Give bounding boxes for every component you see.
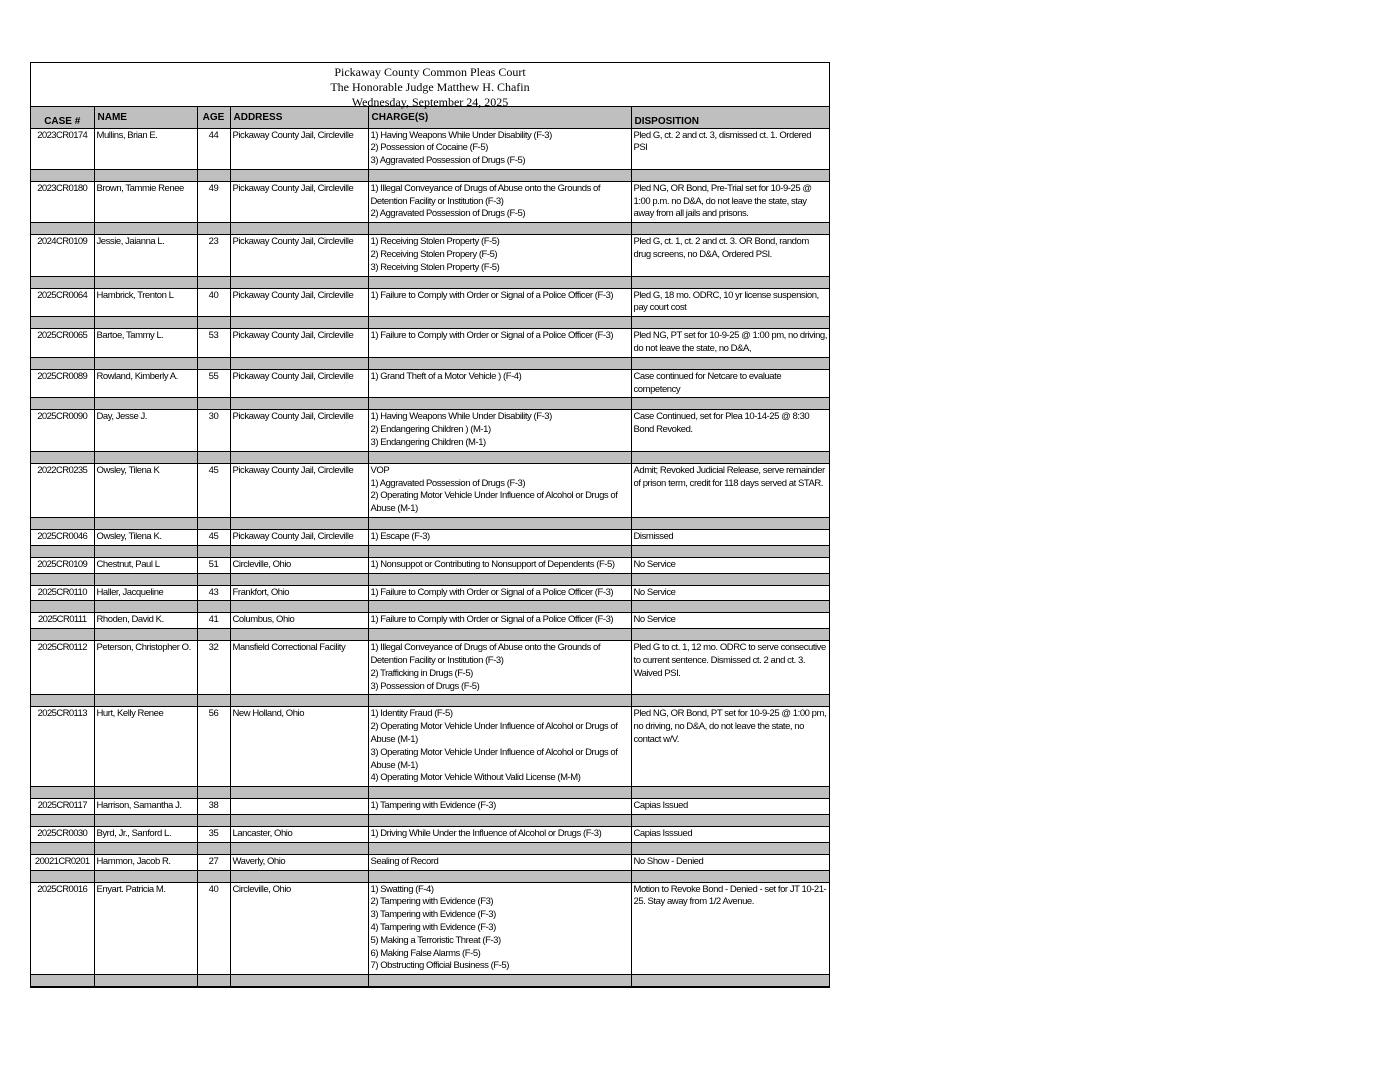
separator-cell <box>31 317 94 329</box>
separator-cell <box>631 573 829 585</box>
cell-disposition: Case Continued, set for Plea 10-14-25 @ 8:30 Bond Revoked. <box>631 410 829 451</box>
separator-cell <box>197 398 230 410</box>
cell-case: 2022CR0235 <box>31 463 94 517</box>
separator-cell <box>368 518 631 530</box>
cell-age: 44 <box>197 128 230 169</box>
cell-name: Jessie, Jaianna L. <box>94 235 197 276</box>
docket-header <box>31 63 829 107</box>
separator-cell <box>368 573 631 585</box>
row-separator <box>31 573 829 585</box>
cell-charges: VOP 1) Aggravated Possession of Drugs (F-3) 2) Operating Motor Vehicle Under Influence of Alcohol or Drugs of Abuse (M-1) <box>368 463 631 517</box>
separator-cell <box>197 573 230 585</box>
col-header-name: NAME <box>94 107 197 128</box>
separator-cell <box>197 169 230 181</box>
row-separator <box>31 842 829 854</box>
separator-cell <box>94 518 197 530</box>
table-row <box>31 854 829 870</box>
separator-cell <box>31 223 94 235</box>
col-header-charges: CHARGE(S) <box>368 107 631 128</box>
separator-cell <box>368 317 631 329</box>
cell-charges: 1) Swatting (F-4) 2) Tampering with Evidence (F3) 3) Tampering with Evidence (F-3) 4) Tampering with Evidence (F-3) 5) Making a Terroristic Threat (F-3) 6) Making False Alarms (F-5) 7) Obstructing Official Business (F-5) <box>368 882 631 975</box>
cell-case: 2025CR0064 <box>31 288 94 317</box>
cell-charges: 1) Driving While Under the Influence of Alcohol or Drugs (F-3) <box>368 826 631 842</box>
table-row <box>31 557 829 573</box>
separator-cell <box>230 223 368 235</box>
separator-cell <box>94 787 197 799</box>
table-row <box>31 826 829 842</box>
col-header-age: AGE <box>197 107 230 128</box>
separator-cell <box>631 518 829 530</box>
row-separator <box>31 975 829 987</box>
cell-name: Owsley, Tilena K. <box>94 530 197 546</box>
table-row <box>31 530 829 546</box>
row-separator <box>31 695 829 707</box>
cell-disposition: Motion to Revoke Bond - Denied - set for JT 10-21-25. Stay away from 1/2 Avenue. <box>631 882 829 975</box>
separator-cell <box>230 601 368 613</box>
separator-cell <box>368 842 631 854</box>
cell-case: 20021CR0201 <box>31 854 94 870</box>
cell-disposition: No Service <box>631 557 829 573</box>
col-header-disposition: DISPOSITION <box>631 107 829 128</box>
court-name: Pickaway County Common Pleas Court <box>334 65 526 79</box>
docket-table <box>31 107 829 987</box>
separator-cell <box>230 814 368 826</box>
separator-cell <box>230 518 368 530</box>
cell-disposition: No Service <box>631 585 829 601</box>
row-separator <box>31 169 829 181</box>
separator-cell <box>197 975 230 987</box>
separator-cell <box>31 573 94 585</box>
cell-charges: 1) Having Weapons While Under Disability (F-3) 2) Possession of Cocaine (F-5) 3) Aggravated Possession of Drugs (F-5) <box>368 128 631 169</box>
separator-cell <box>631 787 829 799</box>
separator-cell <box>197 451 230 463</box>
table-row <box>31 463 829 517</box>
col-header-address: ADDRESS <box>230 107 368 128</box>
row-separator <box>31 451 829 463</box>
separator-cell <box>197 545 230 557</box>
cell-charges: 1) Failure to Comply with Order or Signal of a Police Officer (F-3) <box>368 585 631 601</box>
docket-rows <box>31 128 829 987</box>
cell-case: 2023CR0174 <box>31 128 94 169</box>
row-separator <box>31 601 829 613</box>
cell-charges: 1) Identity Fraud (F-5) 2) Operating Motor Vehicle Under Influence of Alcohol or Drugs of Abuse (M-1) 3) Operating Motor Vehicle Under Influence of Alcohol or Drugs of Abuse (M-1) 4) Operating Motor Vehicle Without Valid License (M-M) <box>368 707 631 787</box>
separator-cell <box>31 842 94 854</box>
column-header-row <box>31 107 829 128</box>
cell-case: 2025CR0065 <box>31 329 94 358</box>
cell-case: 2025CR0112 <box>31 641 94 695</box>
cell-address <box>230 799 368 815</box>
separator-cell <box>31 169 94 181</box>
cell-age: 43 <box>197 585 230 601</box>
cell-age: 27 <box>197 854 230 870</box>
separator-cell <box>197 842 230 854</box>
separator-cell <box>94 601 197 613</box>
cell-age: 56 <box>197 707 230 787</box>
cell-age: 40 <box>197 288 230 317</box>
cell-name: Rowland, Kimberly A. <box>94 369 197 398</box>
table-row <box>31 235 829 276</box>
separator-cell <box>368 629 631 641</box>
cell-disposition: Admit; Revoked Judicial Release, serve remainder of prison term, credit for 118 days served at STAR. <box>631 463 829 517</box>
separator-cell <box>31 545 94 557</box>
cell-name: Haller, Jacqueline <box>94 585 197 601</box>
separator-cell <box>94 317 197 329</box>
docket-sheet <box>30 62 830 988</box>
separator-cell <box>368 870 631 882</box>
cell-address: Columbus, Ohio <box>230 613 368 629</box>
cell-disposition: Capias Isssued <box>631 826 829 842</box>
separator-cell <box>94 842 197 854</box>
cell-age: 38 <box>197 799 230 815</box>
separator-cell <box>230 975 368 987</box>
cell-address: Pickaway County Jail, Circleville <box>230 530 368 546</box>
cell-age: 49 <box>197 181 230 222</box>
separator-cell <box>631 842 829 854</box>
separator-cell <box>230 629 368 641</box>
separator-cell <box>631 451 829 463</box>
row-separator <box>31 317 829 329</box>
cell-charges: 1) Nonsuppot or Contributing to Nonsupport of Dependents (F-5) <box>368 557 631 573</box>
row-separator <box>31 629 829 641</box>
cell-age: 40 <box>197 882 230 975</box>
separator-cell <box>368 975 631 987</box>
table-row <box>31 613 829 629</box>
cell-age: 45 <box>197 463 230 517</box>
cell-disposition: Capias Issued <box>631 799 829 815</box>
row-separator <box>31 518 829 530</box>
cell-age: 30 <box>197 410 230 451</box>
cell-case: 2025CR0113 <box>31 707 94 787</box>
separator-cell <box>197 601 230 613</box>
cell-name: Mullins, Brian E. <box>94 128 197 169</box>
row-separator <box>31 870 829 882</box>
cell-name: Owsley, Tilena K <box>94 463 197 517</box>
cell-address: Circleville, Ohio <box>230 882 368 975</box>
separator-cell <box>368 601 631 613</box>
separator-cell <box>197 870 230 882</box>
separator-cell <box>94 545 197 557</box>
separator-cell <box>31 518 94 530</box>
cell-age: 35 <box>197 826 230 842</box>
cell-case: 2025CR0090 <box>31 410 94 451</box>
separator-cell <box>197 787 230 799</box>
separator-cell <box>631 814 829 826</box>
separator-cell <box>197 695 230 707</box>
cell-case: 2025CR0046 <box>31 530 94 546</box>
separator-cell <box>31 975 94 987</box>
cell-address: Pickaway County Jail, Circleville <box>230 288 368 317</box>
separator-cell <box>94 975 197 987</box>
separator-cell <box>31 357 94 369</box>
cell-age: 23 <box>197 235 230 276</box>
cell-disposition: No Show - Denied <box>631 854 829 870</box>
row-separator <box>31 814 829 826</box>
cell-case: 2025CR0117 <box>31 799 94 815</box>
cell-disposition: Pled NG, PT set for 10-9-25 @ 1:00 pm, no driving, do not leave the state, no D&A, <box>631 329 829 358</box>
cell-address: Pickaway County Jail, Circleville <box>230 235 368 276</box>
separator-cell <box>31 398 94 410</box>
table-row <box>31 128 829 169</box>
separator-cell <box>631 695 829 707</box>
separator-cell <box>197 357 230 369</box>
separator-cell <box>94 398 197 410</box>
docket-date: Wednesday, September 24, 2025 <box>351 95 509 109</box>
separator-cell <box>31 629 94 641</box>
row-separator <box>31 787 829 799</box>
cell-name: Rhoden, David K. <box>94 613 197 629</box>
separator-cell <box>230 842 368 854</box>
cell-disposition: Dismissed <box>631 530 829 546</box>
separator-cell <box>197 629 230 641</box>
separator-cell <box>31 601 94 613</box>
cell-case: 2025CR0030 <box>31 826 94 842</box>
cell-case: 2025CR0109 <box>31 557 94 573</box>
separator-cell <box>368 695 631 707</box>
separator-cell <box>197 518 230 530</box>
separator-cell <box>230 451 368 463</box>
separator-cell <box>94 870 197 882</box>
separator-cell <box>197 317 230 329</box>
separator-cell <box>94 695 197 707</box>
cell-address: Frankfort, Ohio <box>230 585 368 601</box>
cell-disposition: Pled G, ct. 2 and ct. 3, dismissed ct. 1. Ordered PSI <box>631 128 829 169</box>
cell-name: Byrd, Jr., Sanford L. <box>94 826 197 842</box>
cell-charges: 1) Grand Theft of a Motor Vehicle ) (F-4) <box>368 369 631 398</box>
cell-charges: Sealing of Record <box>368 854 631 870</box>
separator-cell <box>230 870 368 882</box>
cell-age: 45 <box>197 530 230 546</box>
separator-cell <box>368 169 631 181</box>
separator-cell <box>230 545 368 557</box>
table-row <box>31 288 829 317</box>
table-row <box>31 799 829 815</box>
cell-disposition: Pled NG, OR Bond, Pre-Trial set for 10-9-25 @ 1:00 p.m. no D&A, do not leave the state, stay away from all jails and prisons. <box>631 181 829 222</box>
cell-case: 2025CR0016 <box>31 882 94 975</box>
separator-cell <box>631 276 829 288</box>
separator-cell <box>230 695 368 707</box>
cell-case: 2024CR0109 <box>31 235 94 276</box>
separator-cell <box>31 451 94 463</box>
separator-cell <box>631 629 829 641</box>
cell-name: Harrison, Samantha J. <box>94 799 197 815</box>
cell-name: Day, Jesse J. <box>94 410 197 451</box>
cell-name: Hambrick, Trenton L <box>94 288 197 317</box>
cell-address: Lancaster, Ohio <box>230 826 368 842</box>
cell-address: Pickaway County Jail, Circleville <box>230 181 368 222</box>
separator-cell <box>94 451 197 463</box>
separator-cell <box>230 169 368 181</box>
cell-address: Circleville, Ohio <box>230 557 368 573</box>
separator-cell <box>94 814 197 826</box>
cell-address: Pickaway County Jail, Circleville <box>230 410 368 451</box>
cell-disposition: Case continued for Netcare to evaluate competency <box>631 369 829 398</box>
cell-address: Pickaway County Jail, Circleville <box>230 463 368 517</box>
cell-disposition: Pled G, ct. 1, ct. 2 and ct. 3. OR Bond, random drug screens, no D&A, Ordered PSI. <box>631 235 829 276</box>
cell-address: New Holland, Ohio <box>230 707 368 787</box>
separator-cell <box>368 398 631 410</box>
cell-address: Pickaway County Jail, Circleville <box>230 369 368 398</box>
cell-age: 32 <box>197 641 230 695</box>
cell-address: Waverly, Ohio <box>230 854 368 870</box>
separator-cell <box>31 276 94 288</box>
table-row <box>31 585 829 601</box>
cell-disposition: Pled G, 18 mo. ODRC, 10 yr license suspension, pay court cost <box>631 288 829 317</box>
cell-charges: 1) Escape (F-3) <box>368 530 631 546</box>
separator-cell <box>631 870 829 882</box>
separator-cell <box>94 573 197 585</box>
separator-cell <box>631 545 829 557</box>
cell-charges: 1) Having Weapons While Under Disability (F-3) 2) Endangering Children ) (M-1) 3) Endangering Children (M-1) <box>368 410 631 451</box>
cell-disposition: No Service <box>631 613 829 629</box>
row-separator <box>31 545 829 557</box>
separator-cell <box>31 814 94 826</box>
cell-name: Chestnut, Paul L <box>94 557 197 573</box>
cell-charges: 1) Failure to Comply with Order or Signal of a Police Officer (F-3) <box>368 613 631 629</box>
row-separator <box>31 398 829 410</box>
separator-cell <box>230 317 368 329</box>
row-separator <box>31 357 829 369</box>
cell-name: Enyart. Patricia M. <box>94 882 197 975</box>
table-row <box>31 369 829 398</box>
cell-age: 53 <box>197 329 230 358</box>
separator-cell <box>31 695 94 707</box>
cell-name: Hurt, Kelly Renee <box>94 707 197 787</box>
row-separator <box>31 223 829 235</box>
separator-cell <box>94 169 197 181</box>
cell-case: 2023CR0180 <box>31 181 94 222</box>
separator-cell <box>631 223 829 235</box>
cell-case: 2025CR0089 <box>31 369 94 398</box>
row-separator <box>31 276 829 288</box>
table-row <box>31 707 829 787</box>
separator-cell <box>31 787 94 799</box>
cell-name: Bartoe, Tammy L. <box>94 329 197 358</box>
cell-disposition: Pled NG, OR Bond, PT set for 10-9-25 @ 1:00 pm, no driving, no D&A, do not leave the state, no contact w/V. <box>631 707 829 787</box>
cell-age: 51 <box>197 557 230 573</box>
cell-disposition: Pled G to ct. 1, 12 mo. ODRC to serve consecutive to current sentence. Dismissed ct. 2 and ct. 3. Waived PSI. <box>631 641 829 695</box>
cell-name: Brown, Tammie Renee <box>94 181 197 222</box>
separator-cell <box>368 787 631 799</box>
cell-name: Hammon, Jacob R. <box>94 854 197 870</box>
separator-cell <box>631 601 829 613</box>
table-row <box>31 329 829 358</box>
cell-address: Mansfield Correctional Facility <box>230 641 368 695</box>
separator-cell <box>631 357 829 369</box>
table-row <box>31 410 829 451</box>
cell-charges: 1) Receiving Stolen Property (F-5) 2) Receiving Stolen Propery (F-5) 3) Receiving Stolen Property (F-5) <box>368 235 631 276</box>
separator-cell <box>368 451 631 463</box>
separator-cell <box>230 357 368 369</box>
table-row <box>31 641 829 695</box>
cell-charges: 1) Failure to Comply with Order or Signal of a Police Officer (F-3) <box>368 288 631 317</box>
separator-cell <box>31 870 94 882</box>
separator-cell <box>197 276 230 288</box>
separator-cell <box>94 223 197 235</box>
cell-address: Pickaway County Jail, Circleville <box>230 329 368 358</box>
cell-charges: 1) Illegal Conveyance of Drugs of Abuse onto the Grounds of Detention Facility or Institution (F-3) 2) Aggravated Possession of Drugs (F-5) <box>368 181 631 222</box>
separator-cell <box>94 629 197 641</box>
separator-cell <box>230 276 368 288</box>
cell-age: 55 <box>197 369 230 398</box>
separator-cell <box>368 814 631 826</box>
separator-cell <box>230 787 368 799</box>
separator-cell <box>631 317 829 329</box>
table-row <box>31 882 829 975</box>
separator-cell <box>368 545 631 557</box>
cell-charges: 1) Failure to Comply with Order or Signal of a Police Officer (F-3) <box>368 329 631 358</box>
cell-case: 2025CR0111 <box>31 613 94 629</box>
cell-case: 2025CR0110 <box>31 585 94 601</box>
col-header-case: CASE # <box>31 107 94 128</box>
separator-cell <box>230 573 368 585</box>
separator-cell <box>631 975 829 987</box>
cell-charges: 1) Illegal Conveyance of Drugs of Abuse onto the Grounds of Detention Facility or Institution (F-3) 2) Trafficking in Drugs (F-5) 3) Possession of Drugs (F-5) <box>368 641 631 695</box>
cell-address: Pickaway County Jail, Circleville <box>230 128 368 169</box>
separator-cell <box>368 357 631 369</box>
cell-charges: 1) Tampering with Evidence (F-3) <box>368 799 631 815</box>
separator-cell <box>368 276 631 288</box>
cell-name: Peterson, Christopher O. <box>94 641 197 695</box>
separator-cell <box>631 169 829 181</box>
separator-cell <box>631 398 829 410</box>
separator-cell <box>94 357 197 369</box>
judge-name: The Honorable Judge Matthew H. Chafin <box>330 80 530 94</box>
table-row <box>31 181 829 222</box>
separator-cell <box>94 276 197 288</box>
separator-cell <box>197 814 230 826</box>
cell-age: 41 <box>197 613 230 629</box>
separator-cell <box>197 223 230 235</box>
separator-cell <box>230 398 368 410</box>
separator-cell <box>368 223 631 235</box>
